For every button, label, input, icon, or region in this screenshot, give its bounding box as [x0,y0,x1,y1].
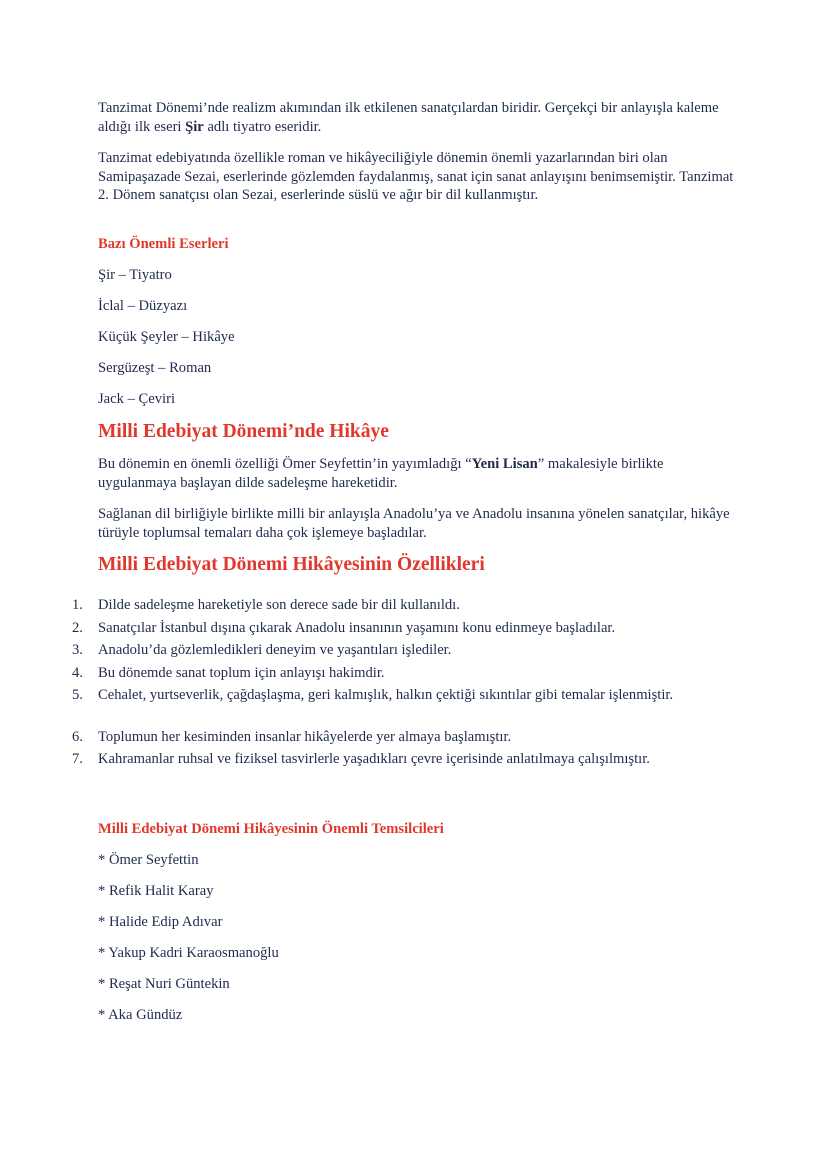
list-item: Anadolu’da gözlemledikleri deneyim ve yaşantıları işlediler. [98,642,452,658]
milli-p1-text-end: ” makalesiyle birlikte uygulanmaya başlayan dilde sadeleşme hareketidir. [98,456,664,491]
intro-paragraph-1 [98,99,738,136]
milli-paragraph-2: Sağlanan dil birliğiyle birlikte milli bir anlayışla Anadolu’ya ve Anadolu insanına yönelen sanatçılar, hikâye türüyle toplumsal temaları daha çok işlemeye başladılar. [98,506,730,541]
list-number: 1. [72,597,83,613]
representative-item: * Halide Edip Adıvar [98,914,223,930]
intro-p1-text-end: adlı tiyatro eseridir. [203,118,322,135]
milli-paragraph-1 [98,455,738,492]
representative-item: * Aka Gündüz [98,1007,183,1023]
representatives-title: Milli Edebiyat Dönemi Hikâyesinin Önemli Temsilcileri [98,821,444,837]
works-title: Bazı Önemli Eserleri [98,236,229,252]
milli-p1-bold: Yeni Lisan [471,456,538,472]
list-item: Bu dönemde sanat toplum için anlayışı hakimdir. [98,665,385,681]
works-item: Küçük Şeyler – Hikâye [98,329,235,345]
works-item: Jack – Çeviri [98,391,176,407]
representative-item: * Reşat Nuri Güntekin [98,976,230,992]
list-item: Sanatçılar İstanbul dışına çıkarak Anadolu insanının yaşamını konu edinmeye başladılar. [98,620,616,636]
list-number: 7. [72,751,83,767]
works-item: İclal – Düzyazı [98,298,188,314]
list-item: Kahramanlar ruhsal ve fiziksel tasvirlerle yaşadıkları çevre içerisinde anlatılmaya çalışılmıştır. [98,751,650,767]
list-number: 2. [72,620,83,636]
milli-heading: Milli Edebiyat Dönemi’nde Hikâye [98,421,389,442]
features-heading: Milli Edebiyat Dönemi Hikâyesinin Özellikleri [98,554,485,575]
representative-item: * Refik Halit Karay [98,883,214,899]
list-item: Toplumun her kesiminden insanlar hikâyelerde yer almaya başlamıştır. [98,729,512,745]
intro-p1-text: Tanzimat Dönemi’nde realizm akımından ilk etkilenen sanatçılardan biridir. Gerçekçi bir anlayışla kaleme aldığı ilk eseri [98,100,719,135]
list-item: Cehalet, yurtseverlik, çağdaşlaşma, geri kalmışlık, halkın çektiği sıkıntılar gibi temalar işlenmiştir. [98,687,674,703]
milli-p1-text: Bu dönemin en önemli özelliği Ömer Seyfettin’in yayımladığı “ [98,456,472,472]
list-number: 5. [72,687,83,703]
works-item: Sergüzeşt – Roman [98,360,212,376]
intro-paragraph-2: Tanzimat edebiyatında özellikle roman ve hikâyeciliğiyle dönemin önemli yazarlarından biri olan Samipaşazade Sezai, eserlerinde gözlemden faydalanmış, sanat için sanat anlayışını benimsemiştir. Tanzimat 2. Dönem sanatçısı olan Sezai, eserlerinde süslü ve ağır bir dil kullanmıştır. [98,150,734,203]
list-number: 6. [72,729,83,745]
list-number: 3. [72,642,83,658]
list-number: 4. [72,665,83,681]
works-item: Şir – Tiyatro [98,267,172,283]
intro-p1-bold: Şir [185,118,204,135]
representative-item: * Ömer Seyfettin [98,852,199,868]
representative-item: * Yakup Kadri Karaosmanoğlu [98,945,279,961]
list-item: Dilde sadeleşme hareketiyle son derece sade bir dil kullanıldı. [98,597,460,613]
